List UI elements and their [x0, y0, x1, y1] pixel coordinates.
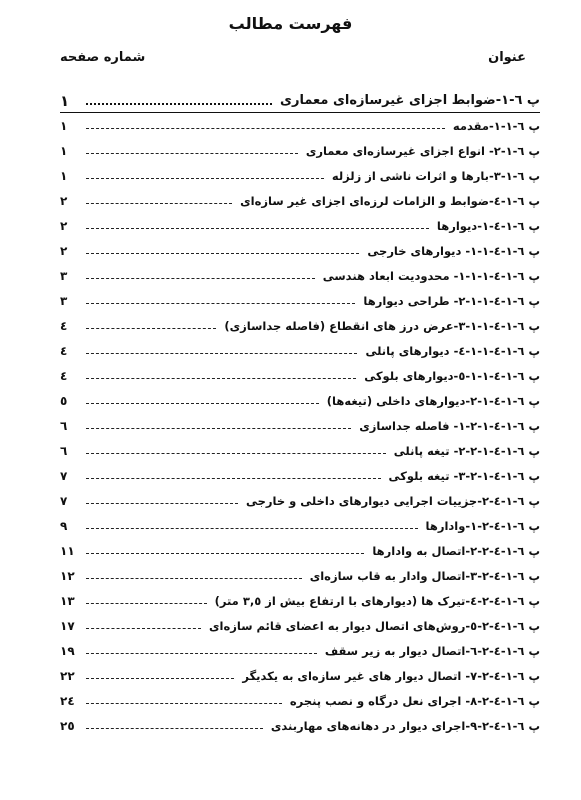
toc-entry[interactable]	[60, 538, 540, 563]
toc-entry-title: پ ٦-١-٣-بارها و اثرات ناشی از زلزله	[331, 168, 540, 183]
toc-entry-page-number: ٩	[60, 518, 68, 533]
toc-entry[interactable]	[60, 138, 540, 163]
toc-entry[interactable]	[60, 338, 540, 363]
toc-entry-title: پ ٦-١-٤-١-٢-دیوارهای داخلی (تیغه‌ها)	[326, 393, 540, 408]
toc-entry[interactable]	[60, 263, 540, 288]
toc-entry-page-number: ١	[60, 168, 68, 183]
dot-leader	[86, 453, 386, 454]
dot-leader	[86, 503, 238, 504]
toc-entry-page-number: ٤	[60, 368, 68, 383]
dot-leader	[86, 728, 263, 729]
dot-leader	[86, 703, 282, 704]
toc-entry[interactable]	[60, 638, 540, 663]
toc-entry[interactable]	[60, 188, 540, 213]
toc-entry-title: پ ٦-١-٤-٢-١-وادارها	[425, 518, 540, 533]
dot-leader	[86, 378, 356, 379]
dot-leader	[86, 678, 234, 679]
toc-entry-title: پ ٦-١-٤-١-دیوارها	[436, 218, 540, 233]
toc-entry-page-number: ٤	[60, 318, 68, 333]
toc-entry-page-number: ٢٤	[60, 693, 75, 708]
toc-entry-page-number: ٢	[60, 218, 68, 233]
toc-entry-page-number: ١٢	[60, 568, 75, 583]
dot-leader	[86, 428, 351, 429]
toc-entry-title: پ ٦-١-٤-٢-٥-روش‌های اتصال دیوار به اعضای قائم سازه‌ای	[209, 618, 540, 633]
dot-leader	[86, 478, 381, 479]
toc-entry-page-number: ١	[60, 91, 70, 110]
toc-entry[interactable]	[60, 288, 540, 313]
toc-entry[interactable]	[60, 563, 540, 588]
toc-entry-title: پ ٦-١-٤-٢-جزییات اجرایی دیوارهای داخلی و خارجی	[245, 493, 540, 508]
toc-entry-title: پ ٦-١-٤-١-٢-١- فاصله جداسازی	[359, 418, 540, 433]
toc-entry-title: پ ٦-١-٤-١-١-٥-دیوارهای بلوکی	[364, 368, 540, 383]
toc-entry[interactable]	[60, 463, 540, 488]
dot-leader	[86, 153, 298, 154]
toc-entry-title: پ ٦-١-٤-١-١-١- محدودیت ابعاد هندسی	[322, 268, 540, 283]
toc-entry-title: پ ٦-١-٤-٢-٢-اتصال به وادارها	[372, 543, 540, 558]
toc-entry[interactable]	[60, 513, 540, 538]
toc-entry[interactable]	[60, 388, 540, 413]
toc-entry[interactable]	[60, 363, 540, 388]
toc-entry[interactable]	[60, 613, 540, 638]
dot-leader	[86, 278, 315, 279]
toc-entry-title: پ ٦-١-٤-٢-٧- اتصال دیوار های غیر سازه‌ای به یکدیگر	[242, 668, 540, 683]
dot-leader	[86, 578, 302, 579]
dot-leader	[86, 528, 418, 529]
dot-leader	[86, 353, 357, 354]
dot-leader	[86, 178, 324, 179]
toc-entry[interactable]	[60, 488, 540, 513]
toc-entry-title: پ ٦-١-٤-١-١-٣-عرض درز های انقطاع (فاصله جداسازی)	[224, 318, 540, 333]
toc-entry[interactable]	[60, 238, 540, 263]
dot-leader	[86, 203, 232, 204]
toc-entry-page-number: ١٩	[60, 643, 75, 658]
toc-entry-page-number: ١٣	[60, 593, 75, 608]
toc-entry[interactable]	[60, 413, 540, 438]
column-title-label: عنوان	[488, 50, 526, 65]
toc-entry[interactable]	[60, 688, 540, 713]
toc-entry-page-number: ٧	[60, 493, 68, 508]
toc-entry-page-number: ٢	[60, 193, 68, 208]
toc-entry[interactable]	[60, 313, 540, 338]
page-title: فهرست مطالب	[228, 14, 353, 33]
toc-entry-title: پ ٦-١-٤-٢-٨- اجرای نعل درگاه و نصب پنجره	[289, 693, 540, 708]
toc-entry[interactable]	[60, 588, 540, 613]
toc-entry-title: پ ٦-١-١-مقدمه	[452, 118, 540, 133]
toc-entry-title: پ ٦-١-٤-ضوابط و الزامات لرزه‌ای اجزای غیر سازه‌ای	[240, 193, 540, 208]
toc-entry[interactable]	[60, 438, 540, 463]
dot-leader	[86, 628, 201, 629]
dot-leader	[86, 603, 207, 604]
toc-entry-page-number: ٥	[60, 393, 68, 408]
dot-leader	[86, 253, 359, 254]
dot-leader	[86, 553, 364, 554]
toc-entry-title: پ ٦-١-٤-١-١-٢- طراحی دیوارها	[363, 293, 540, 308]
toc-entry-page-number: ٢	[60, 243, 68, 258]
dot-leader	[86, 328, 216, 329]
toc-entry-page-number: ٣	[60, 293, 68, 308]
toc-entry-page-number: ١٧	[60, 618, 75, 633]
toc-entry-page-number: ٦	[60, 443, 68, 458]
toc-entry-page-number: ٢٥	[60, 718, 75, 733]
toc-entry[interactable]	[60, 113, 540, 138]
toc-entry[interactable]	[60, 663, 540, 688]
toc-entry[interactable]	[60, 713, 540, 738]
dot-leader	[86, 403, 319, 404]
dot-leader	[86, 228, 429, 229]
toc-entry-title: پ ٦-١-٢- انواع اجزای غیرسازه‌ای معماری	[305, 143, 540, 158]
toc-entry[interactable]	[60, 213, 540, 238]
toc-entry-page-number: ١	[60, 143, 68, 158]
toc-entry[interactable]	[60, 163, 540, 188]
dot-leader	[86, 103, 272, 105]
toc-entry-page-number: ٣	[60, 268, 68, 283]
toc-header	[60, 50, 526, 72]
toc-entry-title: پ ٦-١-ضوابط اجزای غیرسازه‌ای معماری	[280, 93, 540, 108]
toc-entry-page-number: ٦	[60, 418, 68, 433]
toc-entry-page-number: ٢٢	[60, 668, 75, 683]
toc-entry-page-number: ١١	[60, 543, 75, 558]
toc-entry-title: پ ٦-١-٤-٢-٤-تیرک ها (دیوارهای با ارتفاع بیش از ٣,٥ متر)	[214, 593, 540, 608]
table-of-contents	[60, 88, 540, 738]
toc-entry-page-number: ١	[60, 118, 68, 133]
toc-entry-title: پ ٦-١-٤-١-٢-٢- تیغه پانلی	[393, 443, 540, 458]
toc-entry-page-number: ٧	[60, 468, 68, 483]
toc-entry-title: پ ٦-١-٤-٢-٣-اتصال وادار به قاب سازه‌ای	[309, 568, 540, 583]
dot-leader	[86, 128, 445, 129]
toc-entry-title: پ ٦-١-٤-٢-٦-اتصال دیوار به زیر سقف	[324, 643, 540, 658]
toc-entry[interactable]	[60, 88, 540, 113]
toc-entry-title: پ ٦-١-٤-١-٢-٣- تیغه بلوکی	[388, 468, 540, 483]
dot-leader	[86, 653, 317, 654]
toc-entry-title: پ ٦-١-٤-١-١- دیوارهای خارجی	[367, 243, 540, 258]
toc-entry-title: پ ٦-١-٤-١-١-٤- دیوارهای پانلی	[365, 343, 540, 358]
dot-leader	[86, 303, 355, 304]
toc-entry-title: پ ٦-١-٤-٢-٩-اجرای دیوار در دهانه‌های مهاربندی	[270, 718, 540, 733]
column-page-label: شماره صفحه	[60, 50, 146, 65]
toc-entry-page-number: ٤	[60, 343, 68, 358]
